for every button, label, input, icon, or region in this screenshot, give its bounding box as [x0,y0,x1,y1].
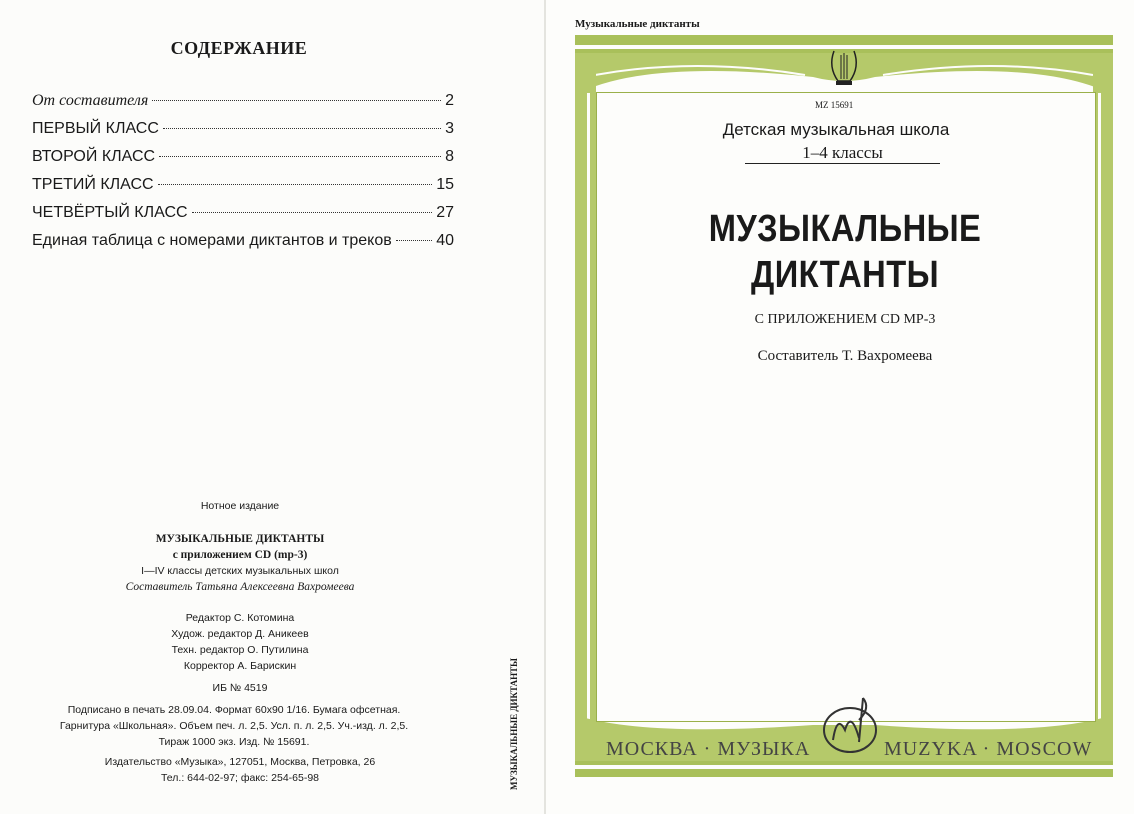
imprint-editor: Редактор С. Котомина [185,612,295,624]
toc-item[interactable] [32,176,454,204]
imprint-title-block [0,531,480,595]
toc-leader-dots [158,184,433,185]
toc-list [32,92,454,260]
imprint-publisher-line: Издательство «Музыка», 127051, Москва, Петровка, 26 [104,756,376,768]
imprint-phone-line: Тел.: 644-02-97; факс: 254-65-98 [160,772,320,784]
toc-leader-dots [152,100,441,101]
cover-inner-panel [596,92,1096,722]
toc-item-label: От составителя [32,92,149,109]
cover-author: Составитель Т. Вахромеева [757,348,933,364]
toc-title: СОДЕРЖАНИЕ [170,38,308,58]
toc-item-page: 2 [445,92,454,109]
toc-item[interactable] [32,148,454,176]
imprint-print-line: Тираж 1000 экз. Изд. № 15691. [158,736,310,748]
imprint-compiler: Составитель Татьяна Алексеевна Вахромеева [125,581,355,593]
cover-title-line2: ДИКТАНТЫ [750,254,940,296]
imprint-print-info [0,702,474,750]
toc-item-label: ПЕРВЫЙ КЛАСС [32,120,159,137]
imprint-ib [0,680,480,696]
cover-grades: 1–4 классы [745,143,940,164]
toc-item[interactable] [32,204,454,232]
toc-item[interactable] [32,92,454,120]
imprint-print-line: Подписано в печать 28.09.04. Формат 60x90 1/16. Бумага офсетная. [67,704,401,716]
imprint-proofreader: Корректор А. Барискин [183,660,297,672]
imprint-type: Нотное издание [200,500,280,512]
toc-leader-dots [192,212,433,213]
toc-item-page: 8 [445,148,454,165]
toc-item-label: ВТОРОЙ КЛАСС [32,148,156,165]
cover-school: Детская музыкальная школа [722,120,950,139]
toc-item-page: 27 [436,204,454,221]
cover-subtitle: С ПРИЛОЖЕНИЕМ CD MP-3 [754,312,936,327]
toc-item[interactable] [32,120,454,148]
toc-item-page: 40 [436,232,454,249]
imprint-title: МУЗЫКАЛЬНЫЕ ДИКТАНТЫ [155,533,325,545]
spine-text: МУЗЫКАЛЬНЫЕ ДИКТАНТЫ [509,658,519,790]
page-fold [544,0,546,814]
cover-publisher-en: MUZYKA · MOSCOW [884,738,1093,760]
cover-code: MZ 15691 [815,100,854,110]
imprint-credits [0,610,480,674]
imprint-art-editor: Худож. редактор Д. Аникеев [171,628,309,640]
cover-publisher-ru: МОСКВА · МУЗЫКА [606,738,811,760]
toc-item-page: 3 [445,120,454,137]
toc-item[interactable] [32,232,454,260]
cover-series: Музыкальные диктанты [575,18,700,30]
toc-item-label: Единая таблица с номерами диктантов и треков [32,232,392,249]
cover-title-line1: МУЗЫКАЛЬНЫЕ [708,208,982,250]
imprint-ib-number: ИБ № 4519 [212,682,268,694]
imprint-block [0,498,480,514]
imprint-tech-editor: Техн. редактор О. Путилина [171,644,309,656]
toc-leader-dots [163,128,441,129]
toc-leader-dots [396,240,432,241]
toc-item-page: 15 [436,176,454,193]
imprint-publisher [0,754,480,786]
publisher-logo-icon [815,690,885,760]
imprint-grades: I—IV классы детских музыкальных школ [141,565,339,577]
toc-item-label: ЧЕТВЁРТЫЙ КЛАСС [32,204,188,221]
toc-leader-dots [159,156,441,157]
imprint-subtitle: с приложением CD (mp-3) [172,549,308,561]
toc-item-label: ТРЕТИЙ КЛАСС [32,176,154,193]
imprint-print-line: Гарнитура «Школьная». Объем печ. л. 2,5. Усл. п. л. 2,5. Уч.-изд. л. 2,5. [59,720,409,732]
